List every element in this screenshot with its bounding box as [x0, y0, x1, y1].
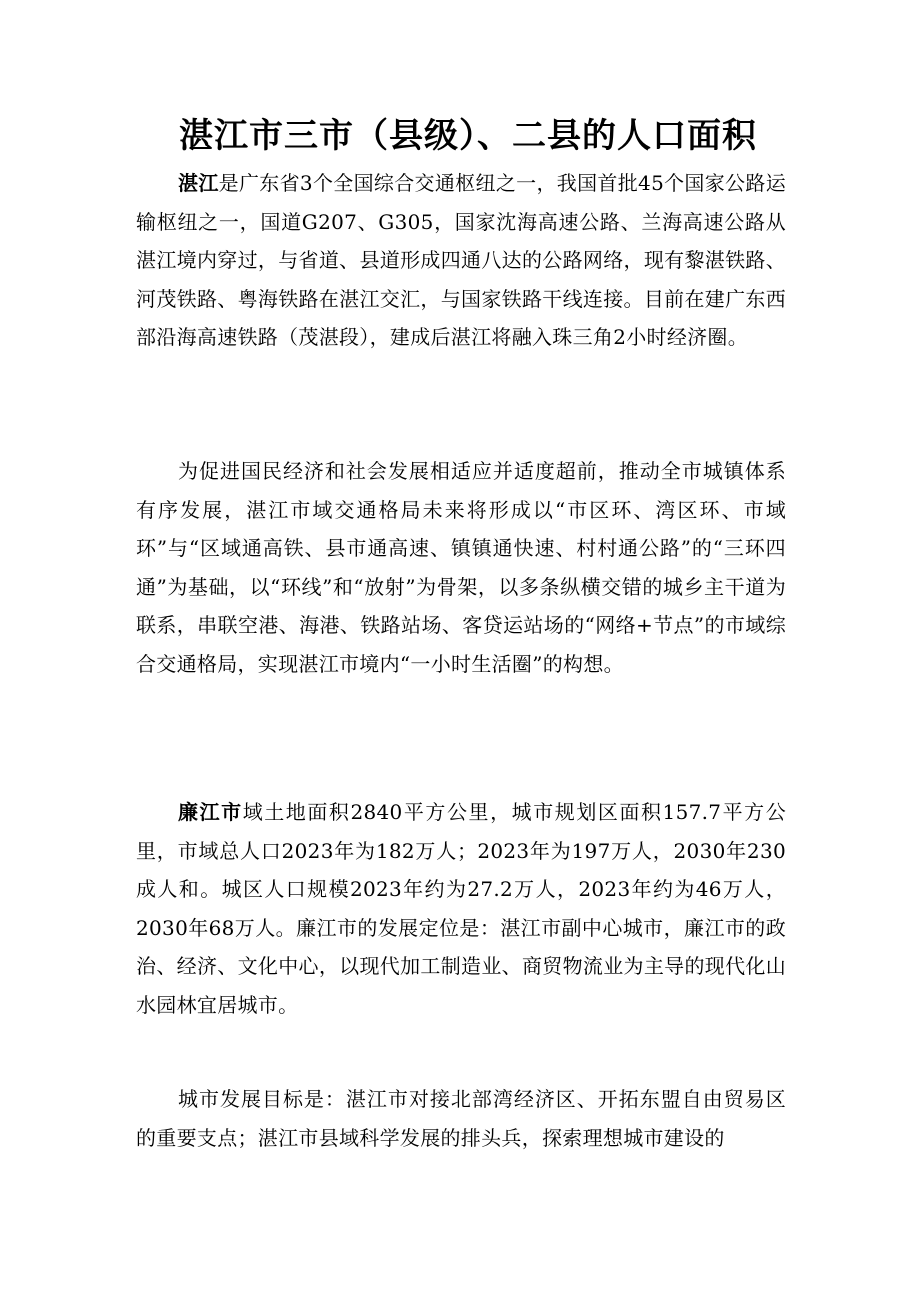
- paragraph-zhanjiang-transport: [136, 164, 786, 357]
- paragraph-text: 域土地面积2840平方公里，城市规划区面积157.7平方公里，市域总人口2023年为182万人；2023年为197万人，2030年230成人和。城区人口规模2023年约为27.2万人，2023年约为46万人，2030年68万人。廉江市的发展定位是：湛江市副中心城市，廉江市的政治、经济、文化中心，以现代加工制造业、商贸物流业为主导的现代化山水园林宜居城市。: [136, 800, 786, 1017]
- paragraph-text: 是广东省3个全国综合交通枢纽之一，我国首批45个国家公路运输枢纽之一，国道G207、G305，国家沈海高速公路、兰海高速公路从湛江境内穿过，与省道、县道形成四通八达的公路网络，现有黎湛铁路、河茂铁路、粤海铁路在湛江交汇，与国家铁路干线连接。目前在建广东西部沿海高速铁路（茂湛段），建成后湛江将融入珠三角2小时经济圈。: [136, 171, 786, 350]
- paragraph-lead-bold: 廉江市: [178, 800, 243, 824]
- paragraph-transport-plan: [136, 452, 786, 684]
- paragraph-lead-bold: 湛江: [178, 171, 219, 195]
- document-title: 湛江市三市（县级）、二县的人口面积: [179, 116, 757, 156]
- paragraph-text: 为促进国民经济和社会发展相适应并适度超前，推动全市城镇体系有序发展，湛江市域交通格局未来将形成以“市区环、湾区环、市域环”与“区域通高铁、县市通高速、镇镇通快速、村村通公路”的“三环四通”为基础，以“环线”和“放射”为骨架，以多条纵横交错的城乡主干道为联系，串联空港、海港、铁路站场、客贷运站场的“网络+节点”的市域综合交通格局，实现湛江市境内“一小时生活圈”的构想。: [136, 459, 786, 676]
- paragraph-lianjiang-city: [136, 793, 786, 1025]
- paragraph-text: 城市发展目标是：湛江市对接北部湾经济区、开拓东盟自由贸易区的重要支点；湛江市县域科学发展的排头兵，探索理想城市建设的: [136, 1087, 786, 1150]
- paragraph-development-goal: [136, 1080, 786, 1157]
